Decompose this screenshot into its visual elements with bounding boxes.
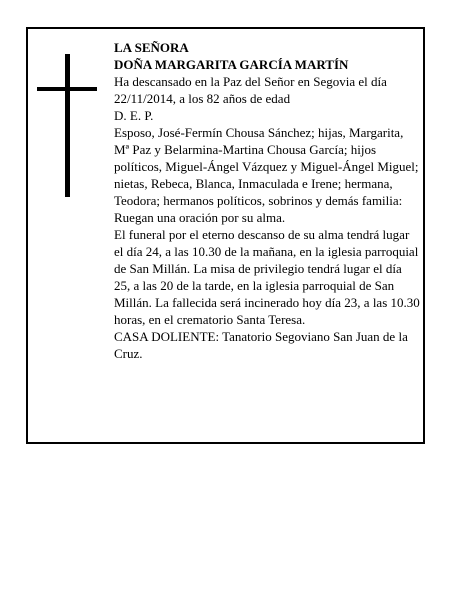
cross-horizontal-bar xyxy=(37,87,97,91)
death-statement: Ha descansado en la Paz del Señor en Segovia el día 22/11/2014, a los 82 años de edad xyxy=(114,74,387,106)
family-list: Esposo, José-Fermín Chousa Sánchez; hijas, Margarita, Mª Paz y Belarmina-Martina Chousa García; hijos políticos, Miguel-Ángel Vázquez y Miguel-Ángel Miguel; nietas, Rebeca, Blanca, Inmaculada e Irene; hermana, Teodora; hermanos políticos, sobrinos y demás familia: xyxy=(114,125,419,208)
mourning-house: CASA DOLIENTE: Tanatorio Segoviano San Juan de la Cruz. xyxy=(114,329,408,361)
deceased-name: DOÑA MARGARITA GARCÍA MARTÍN xyxy=(114,57,349,72)
cross-icon xyxy=(37,54,97,197)
obituary-text xyxy=(114,39,420,362)
cross-vertical-bar xyxy=(65,54,70,197)
prayer-request: Ruegan una oración por su alma. xyxy=(114,210,286,225)
honorific: LA SEÑORA xyxy=(114,40,189,55)
dep-line: D. E. P. xyxy=(114,108,154,123)
funeral-details: El funeral por el eterno descanso de su alma tendrá lugar el día 24, a las 10.30 de la mañana, en la iglesia parroquial de San Millán. La misa de privilegio tendrá lugar el día 25, a las 20 de la tarde, en la iglesia parroquial de San Millán. La fallecida será incinerado hoy día 23, a las 10.30 horas, en el crematorio Santa Teresa. xyxy=(114,227,420,327)
